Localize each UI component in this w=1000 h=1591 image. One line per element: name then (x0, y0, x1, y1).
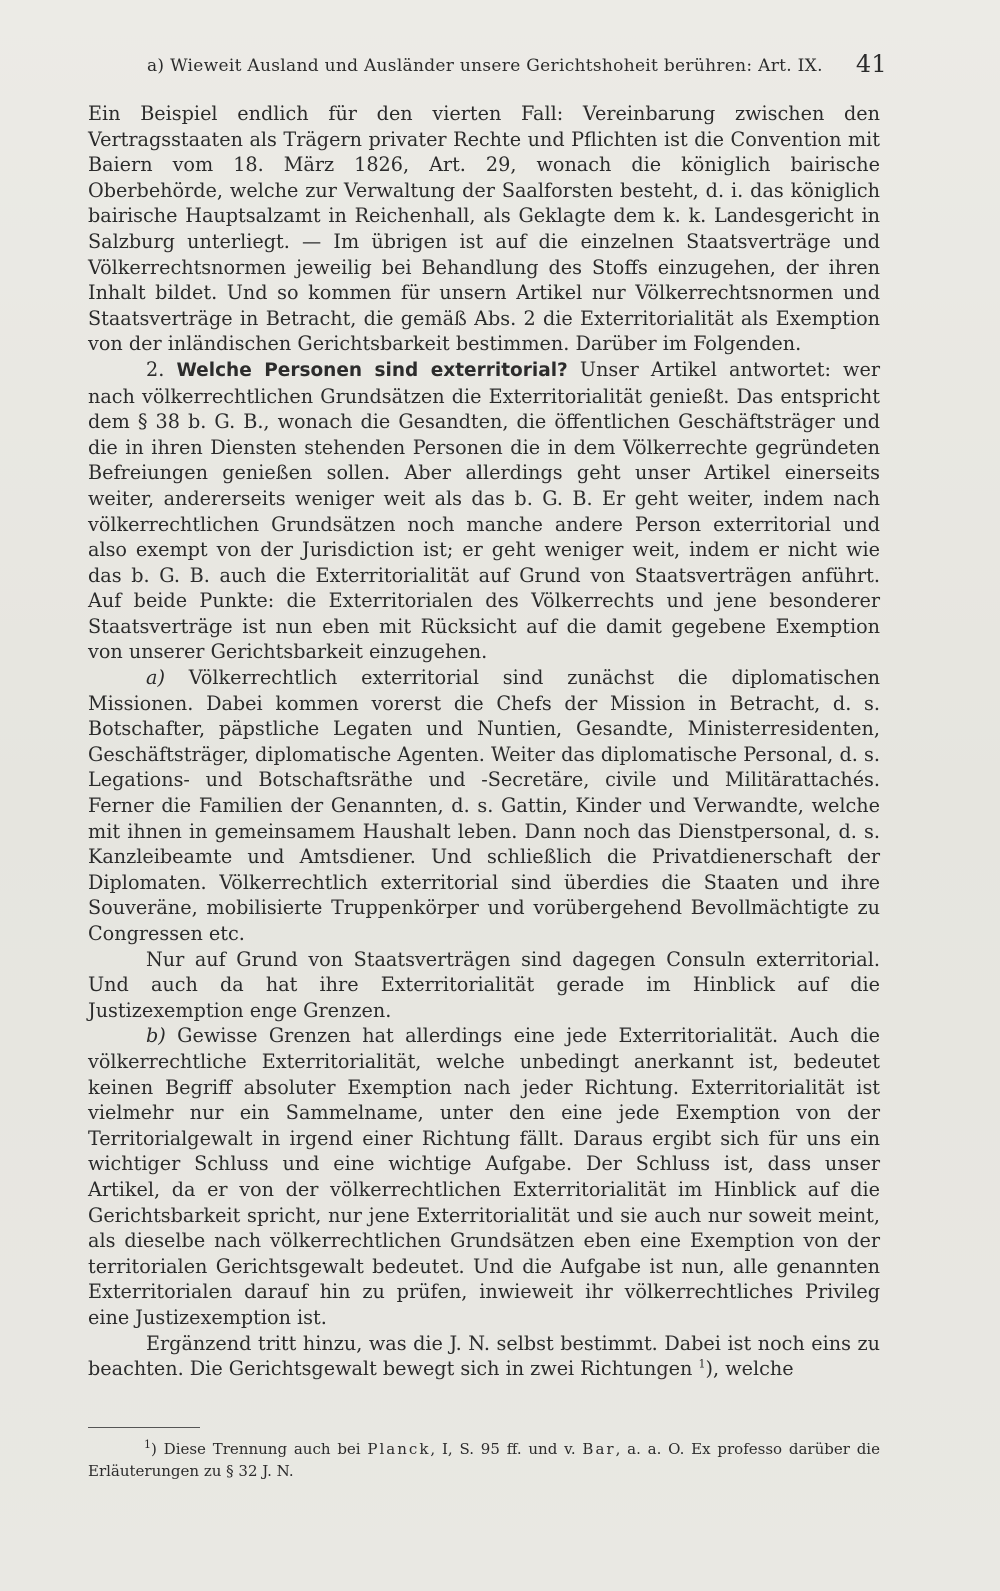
footnote-mark: 1 (144, 1438, 151, 1451)
section-number: 2. (146, 357, 165, 381)
section-heading: Welche Personen sind exterritorial? (176, 359, 568, 381)
main-text (88, 101, 880, 1382)
paragraph-text-end: ), welche (705, 1357, 794, 1381)
footnote-text: ) Diese Trennung auch bei (151, 1440, 361, 1458)
running-title: a) Wieweit Ausland und Ausländer unsere Gerichtshoheit berühren: Art. IX. (147, 56, 823, 76)
paragraph-text: Gewisse Grenzen hat allerdings eine jede Exterritorialität. Auch die völkerrechtliche Exterritorialität, welche unbedingt anerkannt ist, bedeutet keinen Begriff absoluter Exemption nach jeder Richtung. Exterritorialität ist vielmehr nur ein Sammelname, unter den eine jede Exemption von der Territorialgewalt in irgend einer Richtung fällt. Daraus ergibt sich für uns ein wichtiger Schluss und eine wichtige Aufgabe. Der Schluss ist, dass unser Artikel, da er von der völkerrechtlichen Exterritorialität im Hinblick auf die Gerichtsbarkeit spricht, nur jene Exterritorialität und sie auch nur soweit meint, als dieselbe nach völkerrechtlichen Grundsätzen eben eine Exemption von der territorialen Gerichtsgewalt bedeutet. Und die Aufgabe ist nun, alle genannten Exterritorialen darauf hin zu prüfen, inwieweit ihr völkerrechtliches Privileg eine Justizexemption ist. (88, 1024, 880, 1329)
paragraph-exterritorial-persons (88, 357, 880, 665)
list-marker-a: a) (146, 666, 165, 690)
footnote-reference: 1 (698, 1357, 706, 1371)
paragraph-text: Völkerrechtlich exterritorial sind zunächst die diplomatischen Missionen. Dabei kommen vorerst die Chefs der Mission in Betracht, d. s. Botschafter, päpstliche Legaten und Nuntien, Gesandte, Ministerresidenten, Geschäftsträger, diplomatische Agenten. Weiter das diplomatische Personal, d. s. Legations- und Botschaftsräthe und -Secretäre, civile und Militärattachés. Ferner die Familien der Genannten, d. s. Gattin, Kinder und Verwandte, welche mit ihnen in gemeinsamem Haushalt leben. Dann noch das Dienstpersonal, d. s. Kanzleibeamte und Amtsdiener. Und schließlich die Privatdienerschaft der Diplomaten. Völkerrechtlich exterritorial sind überdies die Staaten und ihre Souveräne, mobilisierte Truppenkörper und vorübergehend Bevollmächtigte zu Congressen etc. (88, 666, 880, 945)
footnote (88, 1438, 880, 1482)
paragraph-limits (88, 1023, 880, 1330)
running-header (147, 52, 887, 82)
page-number: 41 (855, 50, 887, 78)
footnote-text: , a. a. O. Ex professo darüber die Erläuterungen zu § 32 J. N. (88, 1440, 880, 1480)
footnote-text: , I, S. 95 ff. und v. (430, 1440, 576, 1458)
footnote-author-planck: Planck (367, 1440, 431, 1458)
footnote-author-bar: Bar (582, 1440, 616, 1458)
paragraph-convention-example: Ein Beispiel endlich für den vierten Fall: Vereinbarung zwischen den Vertragsstaaten als Trägern privater Rechte und Pflichten ist die Convention mit Baiern vom 18. März 1826, Art. 29, wonach die königlich bairische Oberbehörde, welche zur Verwaltung der Saalforsten besteht, d. i. das königlich bairische Hauptsalzamt in Reichenhall, als Geklagte dem k. k. Landesgericht in Salzburg unterliegt. — Im übrigen ist auf die einzelnen Staatsverträge und Völkerrechtsnormen jeweilig bei Behandlung des Stoffs einzugehen, der ihren Inhalt bildet. Und so kommen für unsern Artikel nur Völkerrechtsnormen und Staatsverträge in Betracht, die gemäß Abs. 2 die Exterritorialität als Exemption von der inländischen Gerichtsbarkeit bestimmen. Darüber im Folgenden. (88, 102, 880, 356)
footnote-divider (88, 1427, 200, 1428)
paragraph-text: Ergänzend tritt hinzu, was die J. N. selbst bestimmt. Dabei ist noch eins zu beachten. Die Gerichtsgewalt bewegt sich in zwei Richtungen (88, 1331, 880, 1381)
paragraph-diplomatic-missions (88, 665, 880, 947)
list-marker-b: b) (146, 1024, 166, 1048)
paragraph-supplement (88, 1331, 880, 1382)
paragraph-consuls: Nur auf Grund von Staatsverträgen sind dagegen Consuln exterritorial. Und auch da hat ihre Exterritorialität gerade im Hinblick auf die Justizexemption enge Grenzen. (88, 947, 880, 1022)
paragraph-text: Unser Artikel antwortet: wer nach völkerrechtlichen Grundsätzen die Exterritorialität genießt. Das entspricht dem § 38 b. G. B., wonach die Gesandten, die öffentlichen Geschäftsträger und die in ihren Diensten stehenden Personen die in dem Völkerrechte gegründeten Befreiungen genießen sollen. Aber allerdings geht unser Artikel einerseits weiter, andererseits weniger weit als das b. G. B. Er geht weiter, indem nach völkerrechtlichen Grundsätzen noch manche andere Person exterritorial und also exempt von der Jurisdiction ist; er geht weniger weit, indem er nicht wie das b. G. B. auch die Exterritorialität auf Grund von Staatsverträgen anführt. Auf beide Punkte: die Exterritorialen des Völkerrechts und jene besonderer Staatsverträge ist nun eben mit Rücksicht auf die damit gegebene Exemption von unserer Gerichtsbarkeit einzugehen. (88, 357, 881, 664)
